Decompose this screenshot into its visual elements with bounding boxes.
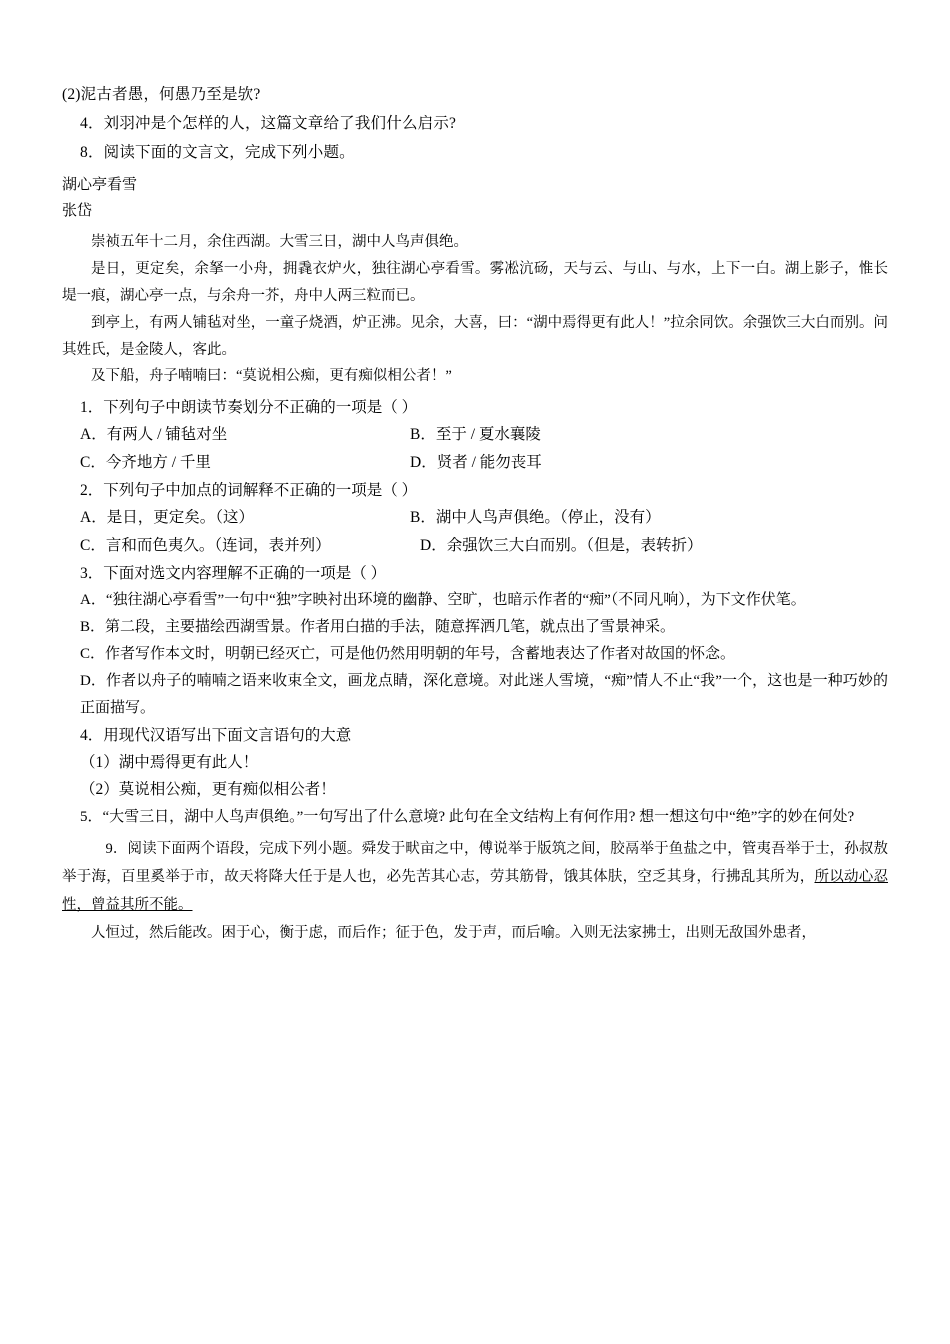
question-2-option-c: C．言和而色夷久。（连词，表并列）: [80, 537, 331, 555]
passage1-paragraph-3: 到亭上，有两人铺毡对坐，一童子烧酒，炉正沸。见余，大喜，曰：“湖中焉得更有此人！”拉余同饮。余强饮三大白而别。问其姓氏，是金陵人，客此。: [62, 314, 888, 358]
question-1-option-a: A．有两人 / 铺毡对坐: [80, 426, 228, 444]
question-1-option-d: D．贤者 / 能勿丧耳: [410, 454, 542, 472]
question-5-text: 5．“大雪三日，湖中人鸟声俱绝。”一句写出了什么意境? 此句在全文结构上有何作用? 想一想这句中“绝”字的妙在何处?: [80, 808, 855, 825]
question-2-option-b: B．湖中人鸟声俱绝。（停止，没有）: [410, 509, 661, 527]
passage1-paragraph-4: 及下船，舟子喃喃曰：“莫说相公痴，更有痴似相公者！”: [91, 368, 452, 385]
passage2-stem: 9．阅读下面两个语段，完成下列小题。: [105, 840, 362, 857]
question-3-option-b: B．第二段，主要描绘西湖雪景。作者用白描的手法，随意挥洒几笔，就点出了雪景神采。: [80, 619, 676, 636]
question-2-options-row-1: [62, 504, 888, 532]
pre-question-2: 4．刘羽冲是个怎样的人，这篇文章给了我们什么启示?: [80, 115, 457, 133]
pre-question-1: (2)泥古者愚，何愚乃至是欤?: [62, 86, 261, 103]
question-2-option-d: D．余强饮三大白而别。（但是，表转折）: [420, 537, 703, 555]
question-3-option-a: A．“独往湖心亭看雪”一句中“独”字映衬出环境的幽静、空旷，也暗示作者的“痴”（不同凡响），为下文作伏笔。: [80, 592, 806, 609]
question-2-stem: 2．下列句子中加点的词解释不正确的一项是（ ）: [80, 482, 418, 500]
question-3-stem: 3．下面对选文内容理解不正确的一项是（ ）: [80, 565, 387, 583]
question-2-options-row-2: [62, 532, 888, 560]
question-1-options-row-1: [62, 421, 888, 449]
question-3-option-c: C．作者写作本文时，明朝已经灭亡，可是他仍然用明朝的年号，含蓄地表达了作者对故国的怀念。: [80, 646, 736, 663]
question-2-option-a: A．是日，更定矣。（这）: [80, 509, 254, 527]
passage2-paragraph-1-part1: 舜发于畎亩之中，傅说举于版筑之间，胶鬲举于鱼盐之中，管夷吾举于士，孙叔敖举于海，百里奚举于市，故天将降大任于是人也，必先苦其心志，劳其筋骨，饿其体肤，空乏其身，行拂乱其所为，: [62, 840, 889, 885]
passage1-author: 张岱: [62, 203, 93, 220]
passage1-title: 湖心亭看雪: [62, 177, 138, 194]
question-1-options-row-2: [62, 449, 888, 477]
passage2-paragraph-2: 人恒过，然后能改。困于心，衡于虑，而后作；征于色，发于声，而后喻。入则无法家拂士，出则无敌国外患者，: [91, 925, 816, 942]
passage1-paragraph-2: 是日，更定矣，余拏一小舟，拥毳衣炉火，独往湖心亭看雪。雾凇沆砀，天与云、与山、与水，上下一白。湖上影子，惟长堤一痕，湖心亭一点，与余舟一芥，舟中人两三粒而已。: [62, 261, 888, 304]
question-4-stem: 4．用现代汉语写出下面文言语句的大意: [80, 727, 352, 745]
passage2-underlined-text: 所以动心忍性，曾益其所不能。: [62, 868, 889, 914]
passage1-paragraph-1: 崇祯五年十二月，余住西湖。大雪三日，湖中人鸟声俱绝。: [91, 234, 468, 251]
question-1-stem: 1．下列句子中朗读节奏划分不正确的一项是（ ）: [80, 399, 418, 417]
question-4-item-1: （1）湖中焉得更有此人！: [80, 754, 259, 772]
question-1-option-b: B．至于 / 夏水襄陵: [410, 426, 541, 444]
pre-question-3: 8．阅读下面的文言文，完成下列小题。: [80, 144, 355, 162]
question-3-option-d: D．作者以舟子的喃喃之语来收束全文，画龙点睛，深化意境。对此迷人雪境，“痴”情人不止“我”一个，这也是一种巧妙的正面描写。: [80, 673, 888, 717]
passage2-block: [62, 835, 888, 920]
question-1-option-c: C．今齐地方 / 千里: [80, 454, 211, 472]
question-4-item-2: （2）莫说相公痴，更有痴似相公者！: [80, 781, 336, 799]
